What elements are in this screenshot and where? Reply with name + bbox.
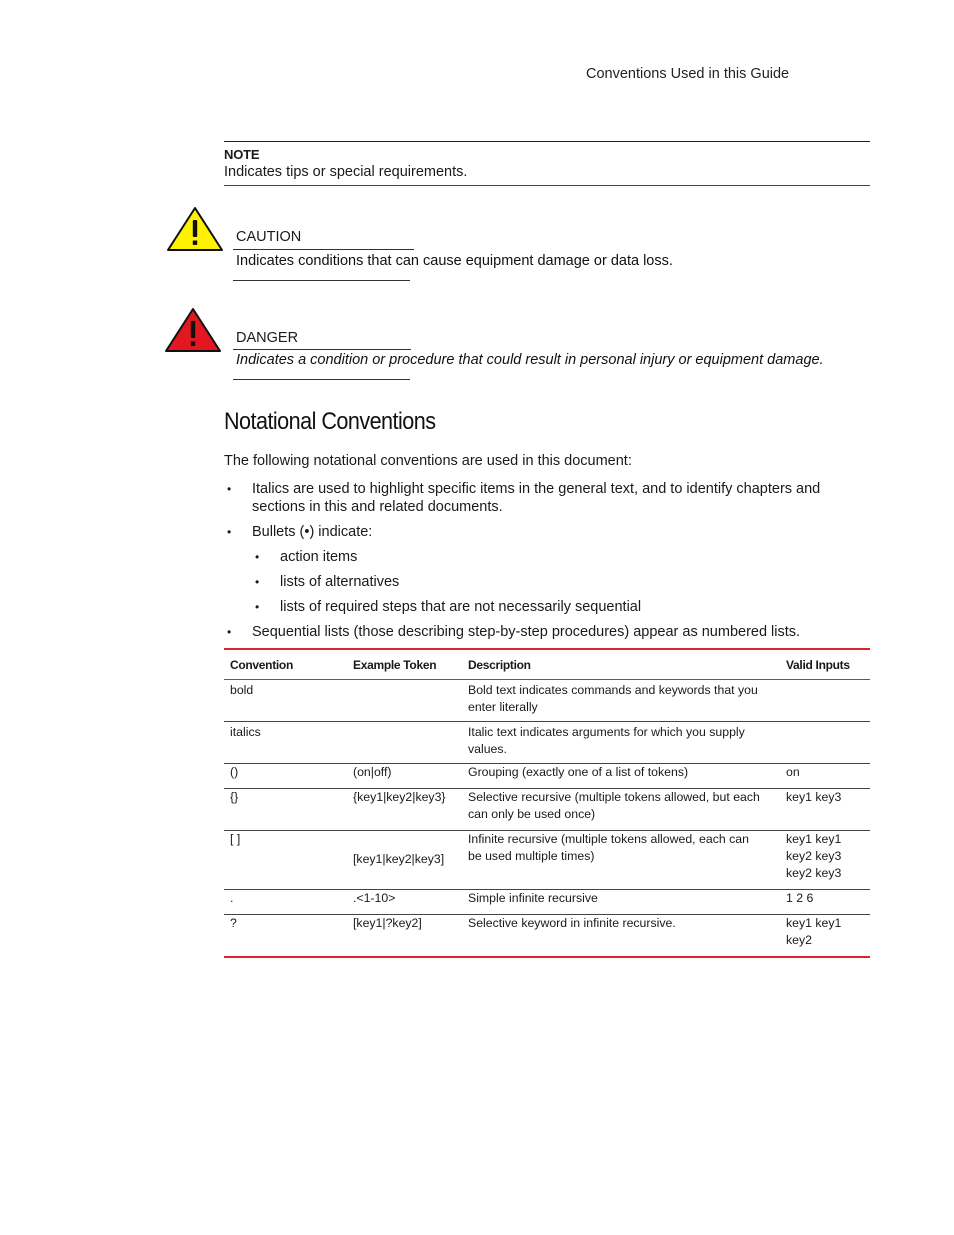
cell-description: Selective keyword in infinite recursive. — [462, 915, 780, 957]
bullet-icon: • — [227, 482, 232, 496]
description-line: values. — [468, 742, 507, 756]
description-line: Selective recursive (multiple tokens allowed, but each — [468, 790, 760, 804]
cell-token — [347, 680, 462, 722]
description-line: Infinite recursive (multiple tokens allowed, each can — [468, 832, 749, 846]
cell-inputs: 1 2 6 — [780, 890, 870, 915]
danger-divider-top — [233, 349, 411, 350]
danger-triangle-icon — [164, 307, 222, 353]
cell-token — [347, 722, 462, 764]
section-intro: The following notational conventions are used in this document: — [224, 453, 632, 469]
table-row — [224, 831, 870, 890]
bullet-icon: • — [227, 525, 232, 539]
table-header-row — [224, 649, 870, 680]
cell-convention: [ ] — [224, 831, 347, 890]
cell-convention: italics — [224, 722, 347, 764]
bullet-icon: • — [255, 575, 260, 589]
cell-inputs: key1 key3 — [780, 789, 870, 831]
bullet-icon: • — [255, 600, 260, 614]
list-item: Italics are used to highlight specific items in the general text, and to identify chapters and — [252, 481, 821, 497]
warning-triangle-icon — [166, 206, 224, 252]
caution-divider-top — [233, 249, 414, 250]
cell-token: (on|off) — [347, 764, 462, 789]
cell-description — [462, 722, 780, 764]
sub-list-item: lists of required steps that are not necessarily sequential — [280, 599, 642, 615]
conventions-table — [224, 648, 870, 958]
cell-description — [462, 789, 780, 831]
cell-inputs: on — [780, 764, 870, 789]
list-item: Bullets (•) indicate: — [252, 524, 373, 540]
running-header: Conventions Used in this Guide — [586, 66, 790, 82]
cell-token: {key1|key2|key3} — [347, 789, 462, 831]
cell-description: Simple infinite recursive — [462, 890, 780, 915]
description-line: Italic text indicates arguments for which you supply — [468, 725, 745, 739]
table-row — [224, 722, 870, 764]
input-line: key1 key1 — [786, 832, 842, 846]
header-valid-inputs: Valid Inputs — [780, 649, 870, 680]
caution-text: Indicates conditions that can cause equipment damage or data loss. — [236, 253, 673, 269]
cell-token: .<1-10> — [347, 890, 462, 915]
danger-divider-bottom — [233, 379, 410, 380]
description-line: be used multiple times) — [468, 849, 595, 863]
table-row — [224, 890, 870, 915]
caution-label: CAUTION — [236, 229, 302, 245]
caution-divider-bottom — [233, 280, 410, 281]
cell-token: [key1|key2|key3] — [347, 831, 462, 890]
table-row — [224, 915, 870, 957]
table-row — [224, 764, 870, 789]
header-description: Description — [462, 649, 780, 680]
list-item: Sequential lists (those describing step-by-step procedures) appear as numbered lists. — [252, 624, 801, 640]
bullet-icon: • — [255, 550, 260, 564]
cell-description — [462, 680, 780, 722]
list-item-continuation: sections in this and related documents. — [252, 499, 503, 515]
section-title: Notational Conventions — [224, 408, 436, 435]
input-line: key1 key1 — [786, 916, 842, 930]
cell-token: [key1|?key2] — [347, 915, 462, 957]
cell-inputs — [780, 831, 870, 890]
danger-label: DANGER — [236, 330, 299, 346]
note-label: NOTE — [224, 147, 260, 162]
cell-inputs — [780, 680, 870, 722]
cell-convention: ? — [224, 915, 347, 957]
table-row — [224, 680, 870, 722]
header-example-token: Example Token — [347, 649, 462, 680]
cell-description: Grouping (exactly one of a list of tokens) — [462, 764, 780, 789]
cell-convention: {} — [224, 789, 347, 831]
danger-text: Indicates a condition or procedure that could result in personal injury or equipment damage. — [236, 352, 824, 368]
input-line: key2 key3 — [786, 849, 842, 863]
sub-list-item: lists of alternatives — [280, 574, 400, 590]
description-line: enter literally — [468, 700, 538, 714]
cell-convention: . — [224, 890, 347, 915]
description-line: Bold text indicates commands and keywords that you — [468, 683, 758, 697]
cell-convention: () — [224, 764, 347, 789]
cell-inputs — [780, 915, 870, 957]
cell-description — [462, 831, 780, 890]
input-line: key2 — [786, 933, 812, 947]
header-convention: Convention — [224, 649, 347, 680]
description-line: can only be used once) — [468, 807, 596, 821]
bullet-icon: • — [227, 625, 232, 639]
cell-convention: bold — [224, 680, 347, 722]
sub-list-item: action items — [280, 549, 358, 565]
note-box — [224, 141, 870, 186]
table-row — [224, 789, 870, 831]
cell-inputs — [780, 722, 870, 764]
note-text: Indicates tips or special requirements. — [224, 164, 468, 180]
input-line: key2 key3 — [786, 866, 842, 880]
